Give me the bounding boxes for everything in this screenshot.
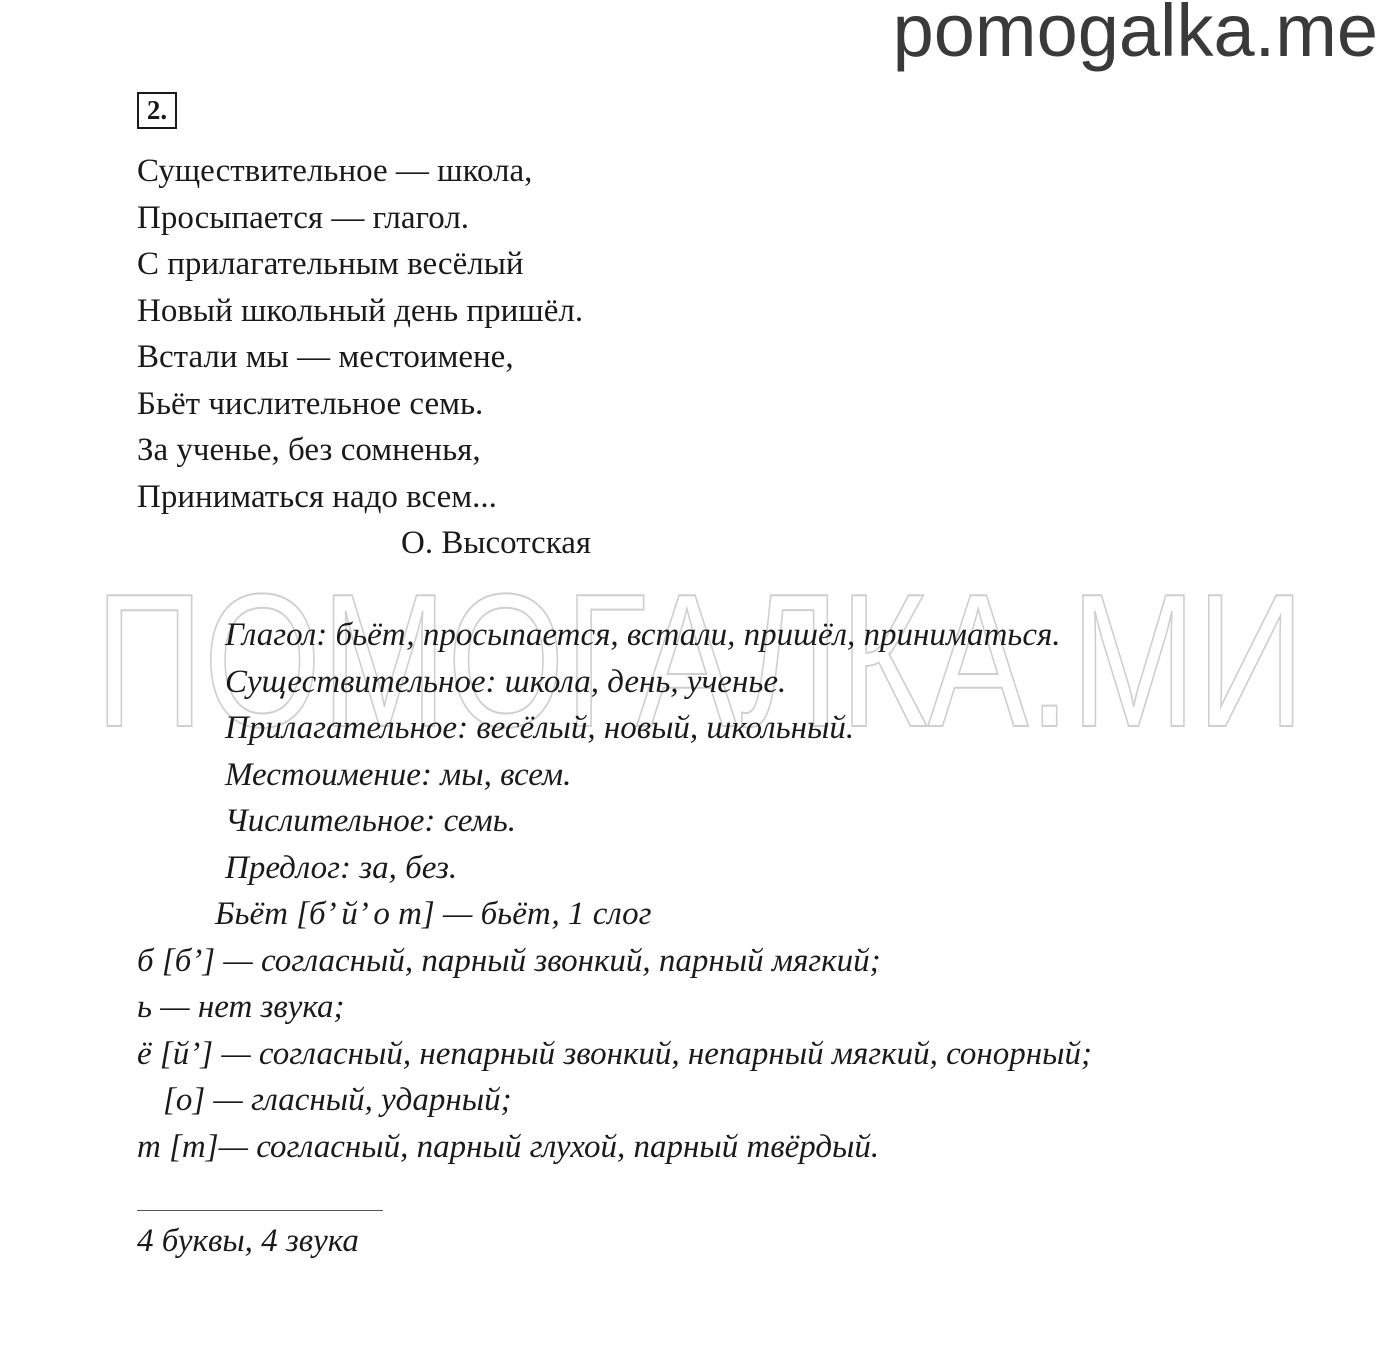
phonetic-line: б [б’] — согласный, парный звонкий, парный мягкий; [137,942,881,979]
poem-line: Новый школьный день пришёл. [137,292,584,329]
answer-prepositions: Предлог: за, без. [225,849,458,886]
footnote: 4 буквы, 4 звука [137,1223,359,1259]
answer-pronouns: Местоимение: мы, всем. [225,756,572,793]
phonetic-line: ё [й’] — согласный, непарный звонкий, непарный мягкий, сонорный; [137,1035,1093,1072]
poem-line: За ученье, без сомненья, [137,432,481,468]
site-logo: pomogalka.me [892,0,1378,72]
task-number: 2. [137,92,177,129]
poem-line: Существительное — школа, [137,153,533,189]
answer-verbs: Глагол: бьёт, просыпается, встали, пришёл, приниматься. [225,617,1061,653]
poem [137,148,583,520]
poem-line: Бьёт числительное семь. [137,385,484,422]
poem-line: Приниматься надо всем... [137,478,497,515]
watermark-text: ПОМОГАЛКА.МИ [95,556,1305,761]
poem-author: О. Высотская [401,525,592,561]
poem-line: Просыпается — глагол. [137,199,470,236]
poem-line: Встали мы — местоимене, [137,339,514,375]
poem-line: С прилагательным весёлый [137,246,524,282]
phonetic-line: ь — нет звука; [137,989,345,1025]
answer-numerals: Числительное: семь. [225,803,516,839]
phonetic-line: т [т]— согласный, парный глухой, парный твёрдый. [137,1128,880,1165]
phonetic-line: [о] — гласный, ударный; [163,1082,512,1118]
answer-adjectives: Прилагательное: весёлый, новый, школьный. [225,710,855,746]
phonetic-transcription: Бьёт [б’ й’ о т] — бьёт, 1 слог [215,896,652,932]
footnote-divider [137,1210,383,1211]
answer-list [0,612,1400,1170]
answer-nouns: Существительное: школа, день, ученье. [225,663,787,700]
